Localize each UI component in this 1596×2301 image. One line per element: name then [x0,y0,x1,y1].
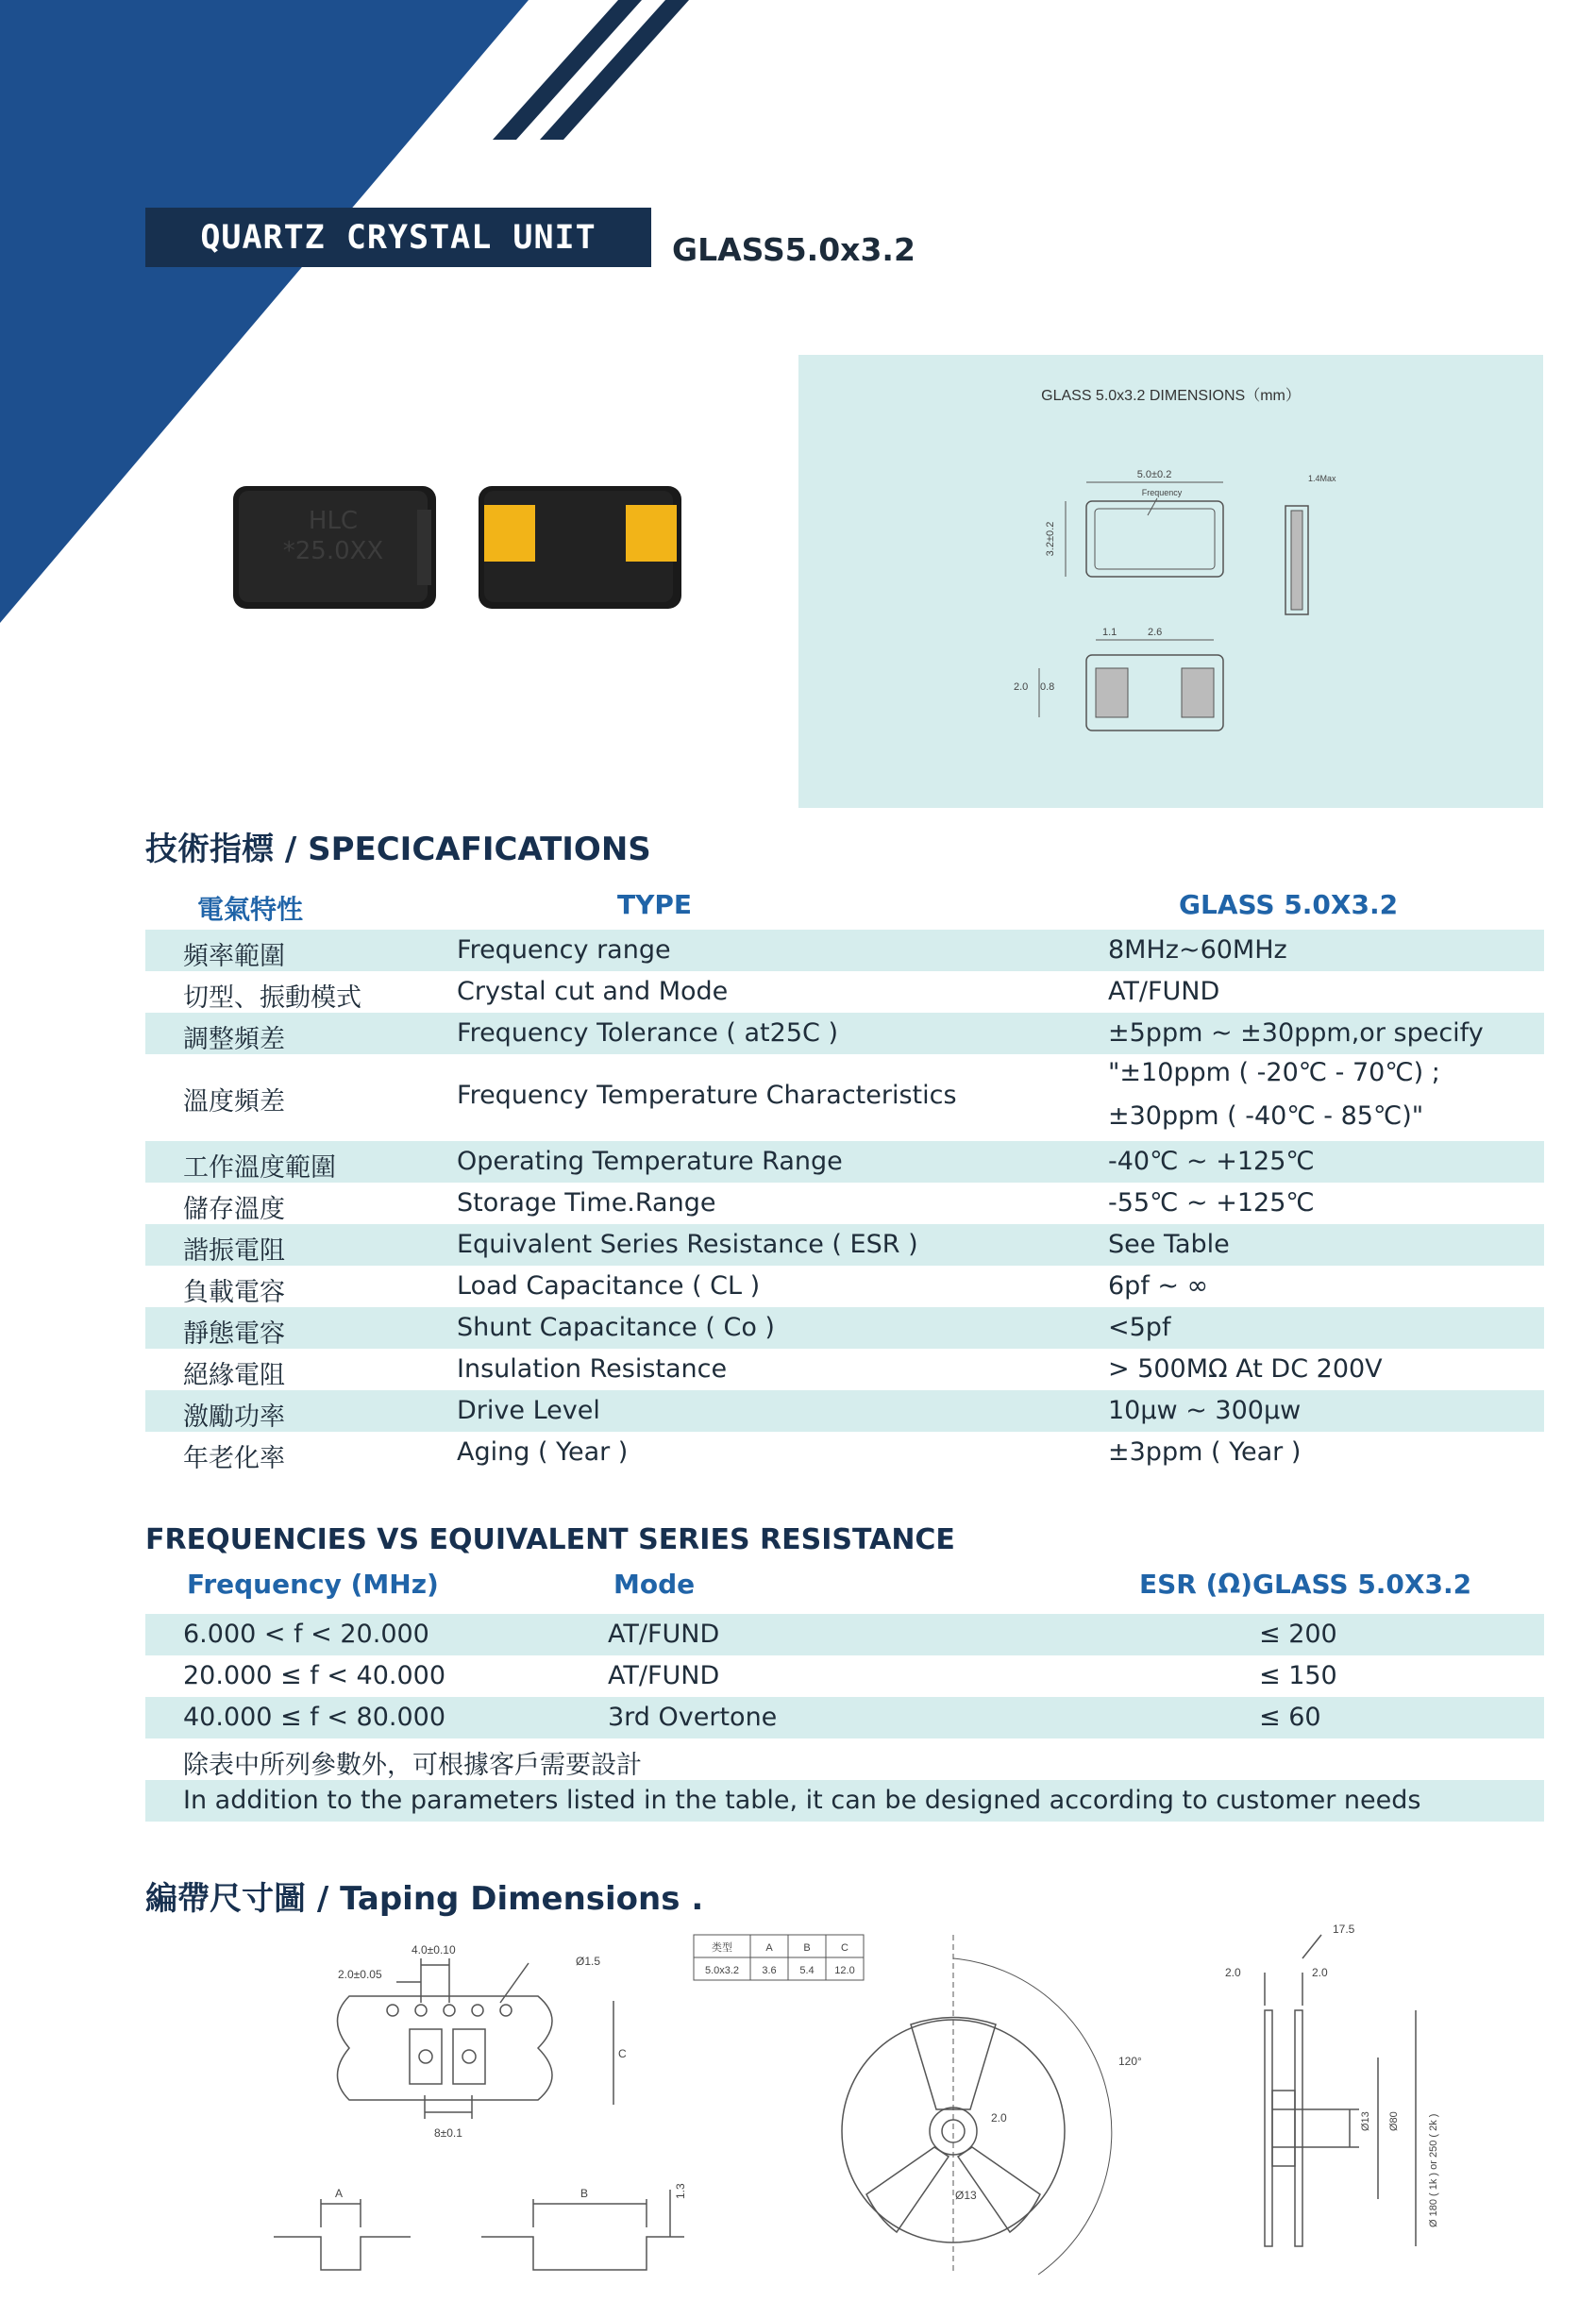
side-flange-left: 2.0 [1225,1966,1241,1979]
spec-row [145,1054,1544,1141]
marking-line2: *25.0XX [282,537,384,565]
spec-value: > 500MΩ At DC 200V [1108,1354,1383,1384]
spec-zh: 儲存溫度 [183,1195,285,1224]
esr-freq: 20.000 ≤ f < 40.000 [183,1661,446,1690]
esr-note-zh: 除表中所列參數外，可根據客戶需要設計 [183,1751,642,1780]
side-flange-right: 2.0 [1312,1966,1328,1979]
tape-top-view [338,1958,614,2119]
table-row-b: 5.4 [799,1965,815,1976]
title-banner [145,208,651,267]
table-row-c: 12.0 [834,1965,855,1976]
spec-row [145,971,1544,1013]
hole-offset-label: 2.0±0.05 [338,1968,382,1981]
b-label: B [580,2187,589,2200]
table-row-a: 3.6 [762,1965,777,1976]
spec-value: -40℃ ~ +125℃ [1108,1147,1315,1176]
reel-side-view [1265,1935,1416,2246]
tape-section-b [481,2190,684,2270]
esr-value: ≤ 150 [1259,1661,1337,1690]
frequency-label: Frequency [1141,488,1183,497]
crystal-bottom-view [479,486,681,609]
esr-value: ≤ 60 [1259,1703,1321,1732]
spec-en: Frequency range [457,935,671,965]
pad-right [626,505,677,562]
spec-en: Frequency Temperature Characteristics [457,1081,957,1110]
spec-en: Frequency Tolerance ( at25C ) [457,1018,838,1048]
depth-label: 1.3 [674,2183,687,2199]
pad-left [484,505,535,562]
pad-height-label: 2.0 [1014,681,1029,693]
spec-zh: 靜態電容 [183,1319,285,1349]
dimensions-title: GLASS 5.0x3.2 DIMENSIONS（mm） [1041,388,1301,404]
pitch-label: 4.0±0.10 [412,1943,456,1957]
spec-value-line2: ±30ppm ( -40℃ - 85℃)" [1108,1101,1424,1131]
esr-row [145,1655,1544,1697]
esr-heading: FREQUENCIES VS EQUIVALENT SERIES RESISTANCE [145,1523,955,1556]
marking-line1: HLC [308,507,359,535]
esr-mode: AT/FUND [608,1661,720,1690]
esr-value: ≤ 200 [1259,1620,1337,1649]
spec-en: Equivalent Series Resistance ( ESR ) [457,1230,918,1259]
spec-value: AT/FUND [1108,977,1220,1006]
spec-header-col1: 電氣特性 [197,894,304,925]
spec-value: -55℃ ~ +125℃ [1108,1188,1315,1218]
spec-en: Shunt Capacitance ( Co ) [457,1313,775,1342]
banner-title: QUARTZ CRYSTAL UNIT [200,218,596,257]
spec-zh: 激勵功率 [183,1402,285,1432]
spec-row [145,930,1544,971]
table-head-a: A [765,1942,773,1954]
spec-value: See Table [1108,1230,1230,1259]
specifications-heading: 技術指標 / SPECICAFICATIONS [145,831,651,868]
spec-en: Crystal cut and Mode [457,977,729,1006]
spec-row [145,1432,1544,1473]
spec-row [145,1141,1544,1183]
esr-note-en-row [145,1780,1544,1822]
spec-value: <5pf [1108,1313,1171,1342]
table-head-type: 类型 [712,1942,732,1954]
product-photos [222,453,713,632]
cavity-pitch-label: 8±0.1 [434,2126,462,2140]
esr-table-header [145,1569,1544,1606]
tape-section-a [274,2199,411,2270]
spec-row [145,1224,1544,1266]
reel-bore-label: Ø13 [955,2189,977,2202]
esr-note-zh-row [145,1738,1544,1780]
esr-freq: 6.000 < f < 20.000 [183,1620,429,1649]
spec-zh: 溫度頻差 [183,1087,285,1117]
reel-hub-label: 2.0 [991,2111,1007,2125]
spec-header-col2: TYPE [617,889,693,920]
spec-header-col3: GLASS 5.0X3.2 [1179,889,1399,920]
length-label: 5.0±0.2 [1136,469,1172,480]
spec-zh: 諧振電阻 [183,1236,285,1266]
reel-angle-label: 120° [1118,2055,1142,2068]
spec-en: Operating Temperature Range [457,1147,843,1176]
esr-header-col3: ESR (Ω)GLASS 5.0X3.2 [1139,1569,1472,1600]
spec-value: "±10ppm ( -20℃ - 70℃) ; [1108,1058,1440,1087]
spec-value: 6pf ~ ∞ [1108,1271,1209,1301]
model-title: GLASS5.0x3.2 [672,231,916,268]
spec-value: ±3ppm ( Year ) [1108,1437,1302,1467]
spec-zh: 年老化率 [183,1444,285,1473]
spec-row [145,1390,1544,1432]
pad-gap-label: 1.1 [1102,627,1117,638]
crystal-top-view [233,486,436,609]
spec-en: Aging ( Year ) [457,1437,629,1467]
spec-zh: 絕緣電阻 [183,1361,285,1390]
table-head-b: B [803,1942,811,1954]
c-label: C [618,2047,627,2060]
side-d180: Ø 180 ( 1k ) or 250 ( 2k ) [1428,2113,1439,2227]
spec-value: ±5ppm ~ ±30ppm,or specify [1108,1018,1484,1048]
spec-value: 8MHz~60MHz [1108,935,1287,965]
spec-zh: 切型、振動模式 [183,983,361,1013]
spec-zh: 工作溫度範圍 [183,1153,336,1183]
table-head-c: C [841,1942,848,1954]
spec-zh: 調整頻差 [183,1025,285,1054]
spec-row [145,1349,1544,1390]
height-label: 1.4Max [1308,474,1336,483]
side-width-label: 17.5 [1333,1923,1355,1936]
esr-row [145,1697,1544,1738]
esr-freq: 40.000 ≤ f < 80.000 [183,1703,446,1732]
spec-row [145,1307,1544,1349]
spec-zh: 負載電容 [183,1278,285,1307]
hole-dia-label: Ø1.5 [576,1955,601,1968]
pad-span-label: 2.6 [1148,627,1163,638]
spec-row [145,1266,1544,1307]
table-row-type: 5.0x3.2 [704,1965,740,1976]
esr-mode: 3rd Overtone [608,1703,778,1732]
esr-note-en: In addition to the parameters listed in the table, it can be designed according to customer needs [183,1786,1421,1815]
spec-table-header [145,889,1544,927]
esr-header-col2: Mode [613,1569,696,1600]
side-d80: Ø80 [1388,2111,1400,2131]
dimension-drawing [798,355,1543,808]
spec-row [145,1183,1544,1224]
esr-header-col1: Frequency (MHz) [187,1569,439,1600]
side-d13: Ø13 [1360,2111,1371,2131]
a-label: A [335,2187,344,2200]
width-label: 3.2±0.2 [1045,521,1056,557]
spec-en: Storage Time.Range [457,1188,716,1218]
spec-zh: 頻率範圍 [183,942,285,971]
pad-edge-label: 0.8 [1040,681,1055,693]
spec-en: Load Capacitance ( CL ) [457,1271,761,1301]
spec-value: 10μw ~ 300μw [1108,1396,1302,1425]
taping-drawing [142,1916,1463,2293]
esr-row [145,1614,1544,1655]
spec-row [145,1013,1544,1054]
esr-mode: AT/FUND [608,1620,720,1649]
taping-heading: 編帶尺寸圖 / Taping Dimensions . [145,1880,704,1918]
spec-en: Insulation Resistance [457,1354,728,1384]
reel-front-view [842,1935,1112,2275]
dimensions-panel [798,355,1543,808]
spec-en: Drive Level [457,1396,600,1425]
